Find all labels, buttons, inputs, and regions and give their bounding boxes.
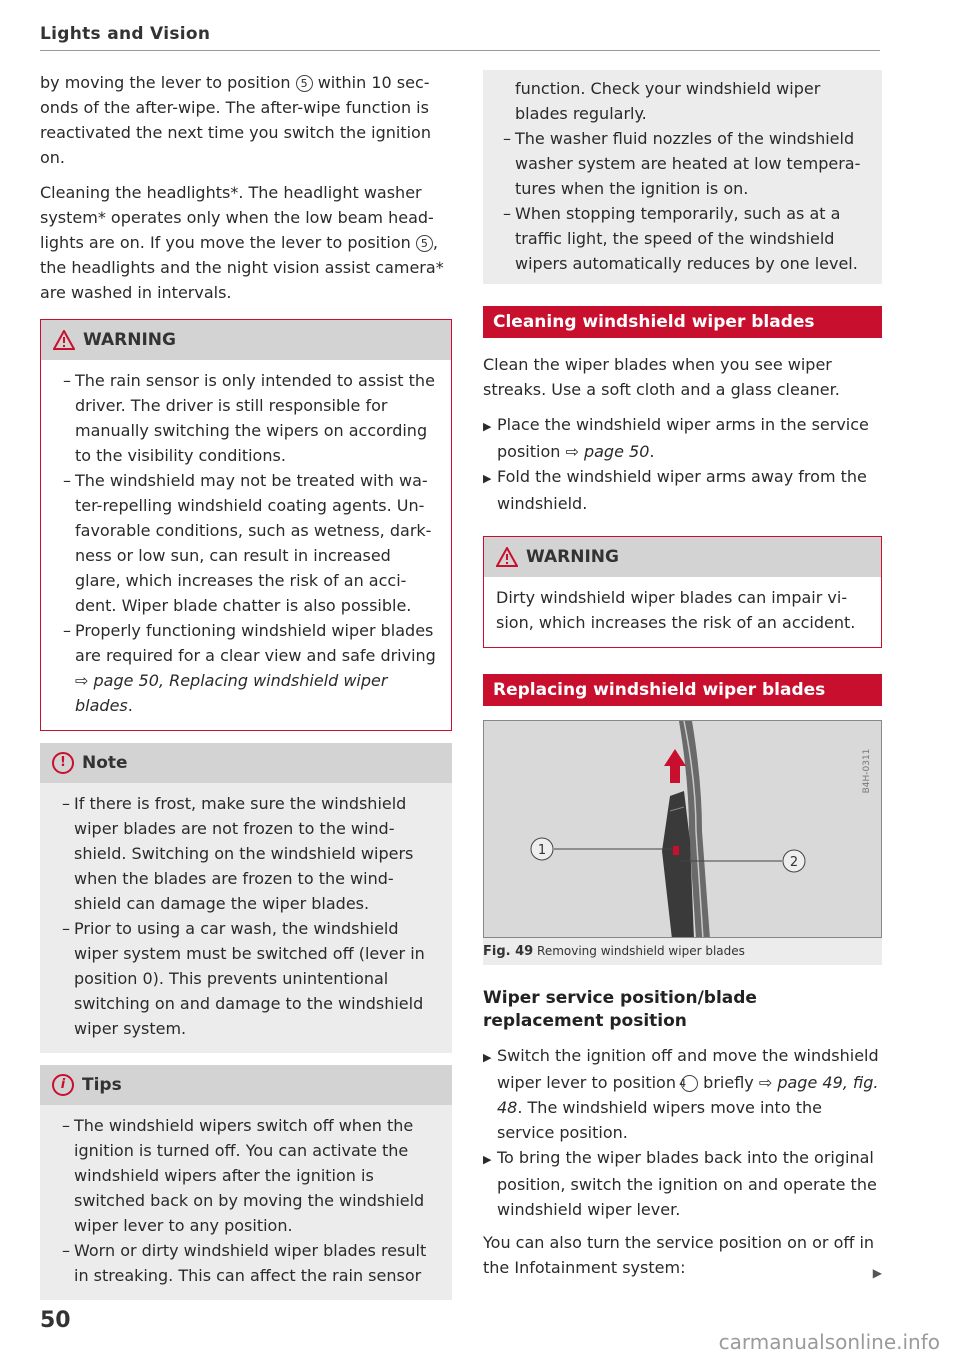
tips-box [40, 1065, 452, 1300]
arrow-right-icon: ▶ [483, 420, 492, 433]
list-item: – Properly functioning windshield wiper blades are required for a clear view and safe driving ⇨ page 50, Replacing windshield wiper blades. [63, 621, 436, 715]
callout-1: 1 [537, 843, 547, 858]
figure-label: Fig. 49 [483, 944, 534, 959]
position-5-callout: 5 [296, 75, 313, 92]
figure-49 [483, 720, 882, 965]
note-box [40, 743, 452, 1053]
position-5-callout: 5 [416, 235, 433, 252]
left-column [40, 70, 452, 1300]
exclamation-circle-icon: ! [52, 752, 74, 774]
cleaning-paragraph: Clean the wiper blades when you see wiper streaks. Use a soft cloth and a glass cleaner. [483, 355, 840, 399]
wiper-illustration-svg [484, 721, 882, 938]
list-item: ▶ Fold the windshield wiper arms away from the windshield. [483, 467, 867, 513]
intro-paragraph-1: by moving the lever to position 5 within 10 sec-onds of the after-wipe. The after-wipe function is reactivated the next time you switch the ignition on. [40, 73, 431, 167]
list-item: ▶ Place the windshield wiper arms in the service position ⇨ page 50. [483, 415, 869, 461]
tips-title: Tips [82, 1075, 122, 1095]
callout-2: 2 [789, 855, 799, 870]
info-circle-icon: i [52, 1074, 74, 1096]
list-item: ▶ Switch the ignition off and move the windshield wiper lever to position 4 briefly ⇨ page 49, fig. 48. The windshield wipers move into the service position. [483, 1046, 879, 1142]
list-item: – The washer fluid nozzles of the windshield washer system are heated at low tempera-tures when the ignition is on. [503, 129, 861, 198]
warning-title: WARNING [83, 330, 176, 350]
note-title: Note [82, 753, 128, 773]
warning-box [40, 319, 452, 731]
figure-caption: Fig. 49 Removing windshield wiper blades [483, 944, 745, 959]
warning-header [484, 537, 881, 577]
right-column [483, 70, 882, 1290]
position-4-callout: 4 [681, 1075, 698, 1092]
arrow-right-icon: ▶ [483, 1051, 492, 1064]
wiper-blade-illustration [483, 720, 882, 938]
section-title-cleaning: Cleaning windshield wiper blades [483, 306, 882, 338]
warning-triangle-icon [53, 330, 75, 350]
warning-box-2 [483, 536, 882, 648]
page-reference-link[interactable]: ⇨ page 50 [565, 442, 650, 461]
note-header [40, 743, 452, 783]
intro-paragraph-2: Cleaning the headlights*. The headlight washer system* operates only when the low beam head-lights are on. If you move the lever to position 5 , the headlights and the night vision assist camera* are washed in intervals. [40, 183, 444, 302]
header-rule [40, 50, 880, 51]
subsection-title: Wiper service position/blade replacement position [483, 988, 757, 1031]
warning-title: WARNING [526, 547, 619, 567]
list-item: function. Check your windshield wiper blades regularly. [515, 79, 821, 123]
tips-continuation [483, 70, 882, 284]
list-item: – The rain sensor is only intended to assist the driver. The driver is still responsible for manually switching the wipers on according to the visibility conditions. [63, 371, 435, 465]
section-title-replacing: Replacing windshield wiper blades [483, 674, 882, 706]
list-item: – The windshield wipers switch off when the ignition is turned off. You can activate the windshield wipers after the ignition is switched back on by moving the windshield wiper lever to any position. [62, 1116, 425, 1235]
warning-triangle-icon [496, 547, 518, 567]
warning-header [41, 320, 451, 360]
warning-list [53, 368, 439, 718]
list-item: – Prior to using a car wash, the windshield wiper system must be switched off (lever in position 0). This prevents unintentional switching on and damage to the windshield wiper system. [62, 919, 425, 1038]
tips-list [52, 1113, 440, 1288]
list-item: – If there is frost, make sure the windshield wiper blades are not frozen to the wind-shield. Switching on the windshield wipers when the blades are frozen to the wind-shield can damage the wiper blades. [62, 794, 414, 913]
final-paragraph: You can also turn the service position on or off in the Infotainment system: ▶ [483, 1230, 882, 1280]
list-item: – Worn or dirty windshield wiper blades result in streaking. This can affect the rain sensor [62, 1241, 427, 1285]
tips-header [40, 1065, 452, 1105]
list-item: ▶ To bring the wiper blades back into the original position, switch the ignition on and operate the windshield wiper lever. [483, 1148, 877, 1219]
list-item: – When stopping temporarily, such as at a traffic light, the speed of the windshield wipers automatically reduces by one level. [503, 204, 858, 273]
arrow-right-icon: ▶ [483, 472, 492, 485]
warning-text: Dirty windshield wiper blades can impair vi-sion, which increases the risk of an accident. [496, 588, 856, 632]
page-reference-link[interactable]: ⇨ page 49, fig. 48 [497, 1073, 879, 1117]
arrow-right-icon: ▶ [483, 1153, 492, 1166]
page-number: 50 [40, 1308, 71, 1333]
figure-code: B4H-0311 [862, 748, 872, 794]
note-list [52, 791, 440, 1041]
cleaning-steps [483, 412, 882, 516]
page-reference-link[interactable]: ⇨ page 50, Replacing windshield wiper blades [75, 671, 388, 715]
continue-arrow-icon: ▶ [872, 1266, 882, 1280]
service-steps [483, 1043, 882, 1222]
list-item: – The windshield may not be treated with wa-ter-repelling windshield coating agents. Un-favorable conditions, such as wetness, dark-ness or low sun, can result in increased glare, which increases the risk of an acci-dent. Wiper blade chatter is also possible. [63, 471, 432, 615]
watermark: carmanualsonline.info [718, 1330, 940, 1354]
section-header: Lights and Vision [40, 24, 211, 44]
